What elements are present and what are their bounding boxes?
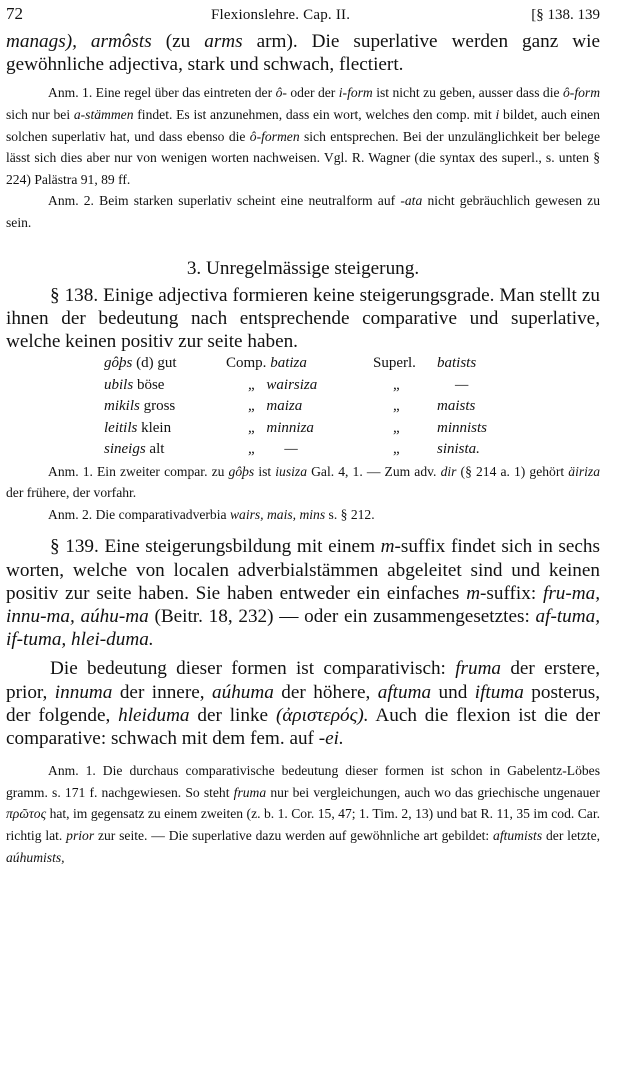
sup-prefix: „ [393,441,400,458]
gothic-word: gôþs [228,463,255,479]
text: § 139. Eine steigerungsbildung mit einem [50,536,375,558]
comparative-word: wairsiza [266,376,318,393]
text: nur bei vergleichungen, auch wo das griechische ungenauer [270,784,600,800]
positive-word: leitils [104,419,138,436]
note-139-anm-1 [6,760,600,868]
gothic-word: aúhumists, [6,849,65,865]
gothic-word: arms [204,31,243,52]
gloss: klein [141,419,172,436]
table-row [104,396,487,418]
table-row [104,418,487,440]
text: Gal. 4, 1. — Zum adv. [311,463,437,479]
positive-word: mikils [104,398,140,415]
text: bildet, auch einen solchen superlativ hat, und dass ebenso die [6,107,600,144]
gothic-word: äiriza [568,463,600,479]
greek-word: (ἀριστερός). [275,704,369,726]
text: Anm. 2. Die comparativadverbia [48,506,227,522]
text: Anm. 1. Ein zweiter compar. zu [48,463,225,479]
text: (Beitr. 18, 232) — oder ein zusammengesetztes: [154,606,530,628]
gothic-word: manags), [6,31,77,52]
text: zur seite. — Die superlative dazu werden auf gewöhnliche art gebildet: [97,828,490,844]
text: der erstere, prior, [6,658,601,703]
text: sich nur bei [6,107,71,122]
gothic-word: iftuma [474,681,524,703]
note-138-anm-2 [6,504,600,526]
gothic-word: af-tuma, if-tuma, hlei-duma. [6,606,601,651]
text: der letzte, [545,828,601,844]
gloss: (d) gut [136,355,177,372]
gloss: alt [149,441,165,458]
text: Auch die flexion ist die der comparative: schwach mit dem fem. auf [6,704,601,750]
paragraph-139-meaning [6,657,600,750]
text: arm). Die superlative werden ganz wie gewöhnliche adjectiva, stark und schwach, flectiert. [6,31,600,76]
gothic-word: innuma [54,681,113,703]
superlative-word: — [455,376,469,393]
positive-word: gôþs [104,355,133,372]
text: Anm. 1. Eine regel über das eintreten der [48,85,273,101]
comparison-table [104,353,487,461]
comp-prefix: „ [248,419,255,436]
gothic-word: ô-form [563,85,601,101]
section-title: 3. Unregelmässige steigerung. [186,257,420,279]
text: ist nicht zu geben, ausser dass die [376,85,560,101]
text: (§ 214 a. 1) gehört [460,463,565,479]
text: -suffix findet sich in sechs worten, welche von localen adverbialstämmen abgeleitet sind und keinen positiv zur seite haben. Sie haben entweder ein einfaches [6,536,600,604]
text: ist [258,463,272,479]
gothic-word: iusiza [275,463,307,479]
gothic-word: m [380,536,395,558]
superlative-paragraph [6,30,600,76]
gothic-word: m [466,582,481,604]
text: Die bedeutung dieser formen ist comparativisch: [50,658,446,680]
text: findet. Es ist anzunehmen, dass ein wort, welches den comp. mit [137,107,492,122]
text: posterus, der folgende, [6,681,601,726]
gothic-word: ô- [275,85,287,101]
text: hat, im gegensatz zu einem zweiten (z. b. 1. Cor. 15, 47; 1. Tim. 2, 13) und bat R. 11, 35 im cod. Car. richtig lat. [6,806,600,844]
positive-word: sineigs [104,441,146,458]
comparative-word: batiza [270,355,307,372]
book-page [6,0,600,868]
comparative-word: — [284,441,298,458]
sup-prefix: „ [393,398,400,415]
text: (zu [165,31,191,52]
paragraph-139 [6,535,600,651]
superlative-word: sinista. [437,441,480,458]
gothic-word: wairs, mais, mins [229,506,326,522]
text: der linke [197,704,269,726]
section-range: [§ 138. 139 [531,7,600,23]
comp-prefix: „ [248,398,255,415]
gloss: böse [136,376,165,393]
note-138-anm-1 [6,461,600,504]
positive-word: ubils [104,376,134,393]
table-row [104,353,487,375]
page-number: 72 [6,4,23,23]
comp-prefix: „ [248,376,255,393]
gothic-word: fruma [233,784,267,800]
text: sich entsprechen. Bei der unzulänglichkeit ber belege lässt sich dies aber nur von wenigen worten nachweisen. Vgl. R. Wagner (die syntax des superl., s. unten § 224) Palästra 91, 89 ff. [6,128,600,187]
sup-prefix: „ [393,419,400,436]
gothic-word: ô-formen [249,128,300,144]
superlative-word: maists [437,398,476,415]
gothic-word: i-form [338,85,373,101]
superlative-word: minnists [437,419,488,436]
text: der frühere, der vorfahr. [6,485,137,501]
text: der innere, [119,681,205,703]
text: Anm. 1. Die durchaus comparativische bedeutung dieser formen ist schon in Gabelentz-Löbes gramm. s. 171 f. nachgewiesen. So steht [6,763,600,800]
table-row [104,375,487,397]
gloss: gross [143,398,176,415]
note-anm-1 [6,82,600,190]
comp-prefix: Comp. [226,355,267,372]
gothic-word: -ata [400,193,423,209]
gothic-word: dir [440,463,457,479]
superlative-word: batists [437,355,477,372]
text: und [438,681,468,703]
sup-prefix: „ [393,376,400,393]
comparative-word: maiza [266,398,303,415]
sup-prefix: Superl. [373,355,416,372]
note-anm-2 [6,190,600,233]
greek-word: πρῶτος [6,806,47,822]
gothic-word: i [495,107,500,122]
text: Anm. 2. Beim starken superlativ scheint eine neutralform auf [48,193,396,209]
text: -suffix: [480,582,537,604]
running-header [6,0,600,30]
text: der höhere, [281,681,371,703]
gothic-word: -ei. [318,728,344,750]
gothic-word: fru-ma, innu-ma, aúhu-ma [6,582,601,628]
paragraph-138: § 138. Einige adjectiva formieren keine steigerungsgrade. Man stellt zu ihnen der bedeutung nach entsprechende comparative und superlative, welche keinen positiv zur seite haben. [6,284,600,352]
text: nicht gebräuchlich gewesen zu sein. [6,193,600,230]
gothic-word: armôsts [90,31,152,52]
running-title: Flexionslehre. Cap. II. [211,7,351,23]
text: s. § 212. [328,506,375,522]
gothic-word: a-stämmen [73,107,134,122]
comparative-word: minniza [266,419,314,436]
gothic-word: hleiduma [118,704,190,726]
gothic-word: aftuma [377,681,432,703]
latin-word: prior [66,828,95,844]
gothic-word: fruma [455,658,502,680]
gothic-word: aftumists [493,828,543,844]
comp-prefix: „ [248,441,255,458]
table-row [104,439,487,461]
gothic-word: aúhuma [212,681,274,703]
text: oder der [290,85,336,101]
